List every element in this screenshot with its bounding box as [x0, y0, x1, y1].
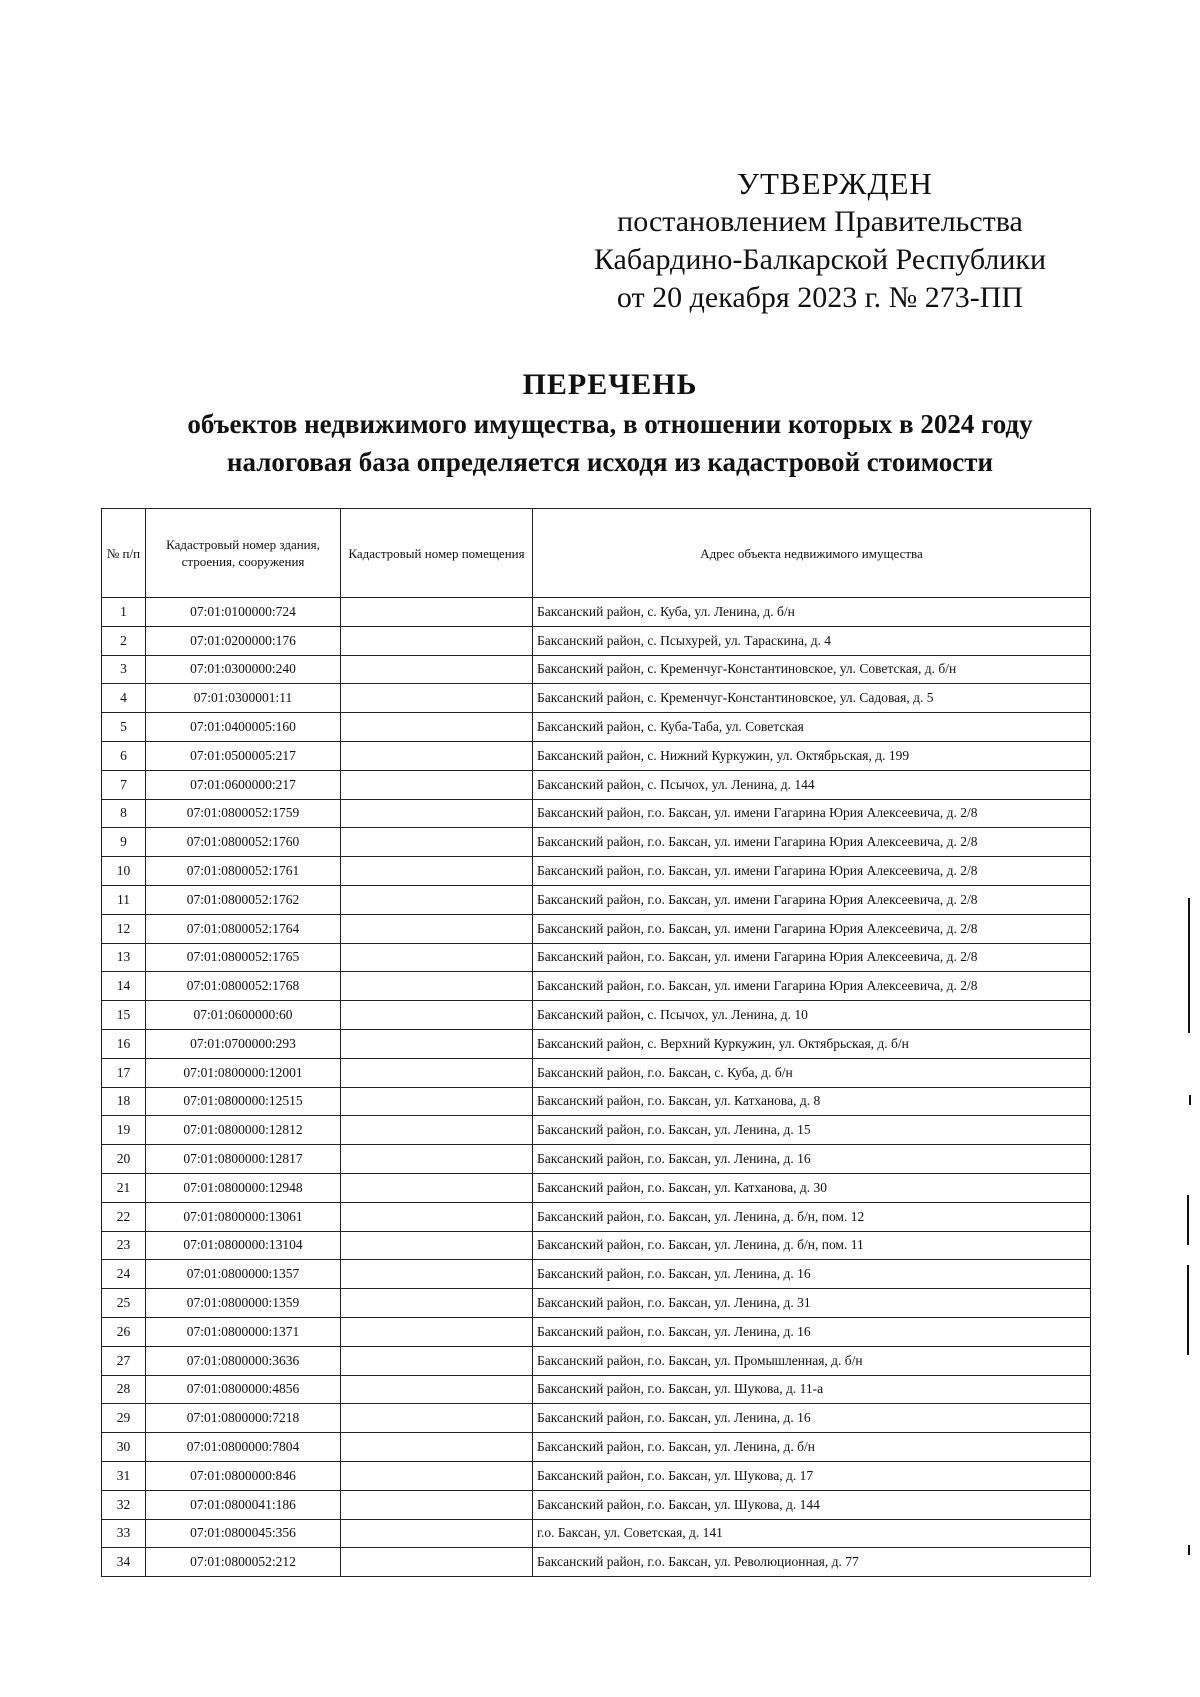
- building-cadastral-cell: 07:01:0800041:186: [146, 1490, 341, 1519]
- room-cadastral-cell: [341, 1231, 533, 1260]
- building-cadastral-cell: 07:01:0800000:3636: [146, 1346, 341, 1375]
- approval-line-2: Кабардино-Балкарской Республики: [593, 243, 1047, 276]
- address-cell: Баксанский район, г.о. Баксан, ул. Ленина, д. б/н: [533, 1433, 1091, 1462]
- address-cell: Баксанский район, г.о. Баксан, ул. Ленина, д. 31: [533, 1289, 1091, 1318]
- building-cadastral-cell: 07:01:0300001:11: [146, 684, 341, 713]
- room-cadastral-cell: [341, 655, 533, 684]
- address-cell: Баксанский район, г.о. Баксан, ул. Шукова, д. 11-а: [533, 1375, 1091, 1404]
- table-row: [102, 828, 1091, 857]
- row-number: 34: [102, 1548, 146, 1577]
- row-number: 5: [102, 713, 146, 742]
- address-cell: Баксанский район, с. Кременчуг-Константиновское, ул. Советская, д. б/н: [533, 655, 1091, 684]
- row-number: 6: [102, 741, 146, 770]
- building-cadastral-cell: 07:01:0800045:356: [146, 1519, 341, 1548]
- table-row: [102, 914, 1091, 943]
- room-cadastral-cell: [341, 741, 533, 770]
- row-number: 19: [102, 1116, 146, 1145]
- row-number: 2: [102, 626, 146, 655]
- row-number: 11: [102, 885, 146, 914]
- row-number: 15: [102, 1001, 146, 1030]
- table-row: [102, 1317, 1091, 1346]
- row-number: 18: [102, 1087, 146, 1116]
- room-cadastral-cell: [341, 1289, 533, 1318]
- scan-artifact-mark: [1187, 1195, 1189, 1245]
- table-row: [102, 1058, 1091, 1087]
- building-cadastral-cell: 07:01:0800052:212: [146, 1548, 341, 1577]
- table-row: [102, 799, 1091, 828]
- room-cadastral-cell: [341, 885, 533, 914]
- approval-line-1: постановлением Правительства: [617, 205, 1023, 238]
- table-row: [102, 1087, 1091, 1116]
- address-cell: Баксанский район, г.о. Баксан, ул. Шукова, д. 17: [533, 1461, 1091, 1490]
- building-cadastral-cell: 07:01:0800052:1759: [146, 799, 341, 828]
- building-cadastral-cell: 07:01:0800000:1359: [146, 1289, 341, 1318]
- room-cadastral-cell: [341, 1116, 533, 1145]
- header-number: № п/п: [102, 509, 146, 598]
- row-number: 26: [102, 1317, 146, 1346]
- scan-artifact-mark: [1187, 1265, 1189, 1355]
- building-cadastral-cell: 07:01:0800052:1761: [146, 857, 341, 886]
- table-row: [102, 1116, 1091, 1145]
- building-cadastral-cell: 07:01:0400005:160: [146, 713, 341, 742]
- property-register-table: [101, 508, 1091, 1577]
- address-cell: Баксанский район, г.о. Баксан, ул. Шукова, д. 144: [533, 1490, 1091, 1519]
- building-cadastral-cell: 07:01:0500005:217: [146, 741, 341, 770]
- address-cell: Баксанский район, г.о. Баксан, ул. Катханова, д. 30: [533, 1173, 1091, 1202]
- approval-line-3: от 20 декабря 2023 г. № 273-ПП: [616, 281, 1024, 314]
- row-number: 24: [102, 1260, 146, 1289]
- address-cell: Баксанский район, г.о. Баксан, ул. Катханова, д. 8: [533, 1087, 1091, 1116]
- table-header-row: [102, 509, 1091, 598]
- table-row: [102, 1490, 1091, 1519]
- building-cadastral-cell: 07:01:0700000:293: [146, 1029, 341, 1058]
- address-cell: Баксанский район, г.о. Баксан, ул. имени Гагарина Юрия Алексеевича, д. 2/8: [533, 914, 1091, 943]
- row-number: 10: [102, 857, 146, 886]
- address-cell: Баксанский район, г.о. Баксан, ул. Ленина, д. 15: [533, 1116, 1091, 1145]
- row-number: 16: [102, 1029, 146, 1058]
- table-row: [102, 1346, 1091, 1375]
- table-row: [102, 770, 1091, 799]
- room-cadastral-cell: [341, 1375, 533, 1404]
- table-row: [102, 598, 1091, 627]
- address-cell: г.о. Баксан, ул. Советская, д. 141: [533, 1519, 1091, 1548]
- table-row: [102, 1404, 1091, 1433]
- row-number: 12: [102, 914, 146, 943]
- room-cadastral-cell: [341, 684, 533, 713]
- room-cadastral-cell: [341, 1519, 533, 1548]
- row-number: 7: [102, 770, 146, 799]
- room-cadastral-cell: [341, 1404, 533, 1433]
- address-cell: Баксанский район, с. Псыхурей, ул. Тараскина, д. 4: [533, 626, 1091, 655]
- building-cadastral-cell: 07:01:0800000:12001: [146, 1058, 341, 1087]
- row-number: 14: [102, 972, 146, 1001]
- address-cell: Баксанский район, с. Верхний Куркужин, ул. Октябрьская, д. б/н: [533, 1029, 1091, 1058]
- address-cell: Баксанский район, г.о. Баксан, ул. имени Гагарина Юрия Алексеевича, д. 2/8: [533, 885, 1091, 914]
- building-cadastral-cell: 07:01:0800000:7218: [146, 1404, 341, 1433]
- table-row: [102, 885, 1091, 914]
- address-cell: Баксанский район, г.о. Баксан, ул. имени Гагарина Юрия Алексеевича, д. 2/8: [533, 799, 1091, 828]
- room-cadastral-cell: [341, 914, 533, 943]
- room-cadastral-cell: [341, 1001, 533, 1030]
- address-cell: Баксанский район, г.о. Баксан, с. Куба, д. б/н: [533, 1058, 1091, 1087]
- building-cadastral-cell: 07:01:0800000:7804: [146, 1433, 341, 1462]
- room-cadastral-cell: [341, 626, 533, 655]
- table-row: [102, 1519, 1091, 1548]
- table-row: [102, 626, 1091, 655]
- row-number: 23: [102, 1231, 146, 1260]
- table-row: [102, 1375, 1091, 1404]
- room-cadastral-cell: [341, 943, 533, 972]
- row-number: 30: [102, 1433, 146, 1462]
- address-cell: Баксанский район, г.о. Баксан, ул. Промышленная, д. б/н: [533, 1346, 1091, 1375]
- room-cadastral-cell: [341, 713, 533, 742]
- header-room-cadastral: Кадастровый номер помещения: [341, 509, 533, 598]
- room-cadastral-cell: [341, 972, 533, 1001]
- row-number: 29: [102, 1404, 146, 1433]
- room-cadastral-cell: [341, 1029, 533, 1058]
- building-cadastral-cell: 07:01:0800052:1765: [146, 943, 341, 972]
- address-cell: Баксанский район, г.о. Баксан, ул. Ленина, д. 16: [533, 1404, 1091, 1433]
- room-cadastral-cell: [341, 1173, 533, 1202]
- address-cell: Баксанский район, с. Кременчуг-Константиновское, ул. Садовая, д. 5: [533, 684, 1091, 713]
- address-cell: Баксанский район, г.о. Баксан, ул. Ленина, д. 16: [533, 1145, 1091, 1174]
- room-cadastral-cell: [341, 1260, 533, 1289]
- table-row: [102, 857, 1091, 886]
- row-number: 28: [102, 1375, 146, 1404]
- room-cadastral-cell: [341, 1461, 533, 1490]
- building-cadastral-cell: 07:01:0800052:1764: [146, 914, 341, 943]
- building-cadastral-cell: 07:01:0800052:1768: [146, 972, 341, 1001]
- building-cadastral-cell: 07:01:0600000:60: [146, 1001, 341, 1030]
- document-title-main: ПЕРЕЧЕНЬ: [522, 368, 698, 401]
- room-cadastral-cell: [341, 770, 533, 799]
- scan-artifact-mark: [1188, 898, 1190, 1033]
- row-number: 4: [102, 684, 146, 713]
- building-cadastral-cell: 07:01:0800000:1357: [146, 1260, 341, 1289]
- room-cadastral-cell: [341, 799, 533, 828]
- table-row: [102, 1029, 1091, 1058]
- room-cadastral-cell: [341, 1058, 533, 1087]
- room-cadastral-cell: [341, 1433, 533, 1462]
- room-cadastral-cell: [341, 1346, 533, 1375]
- address-cell: Баксанский район, с. Нижний Куркужин, ул. Октябрьская, д. 199: [533, 741, 1091, 770]
- building-cadastral-cell: 07:01:0800052:1762: [146, 885, 341, 914]
- building-cadastral-cell: 07:01:0200000:176: [146, 626, 341, 655]
- address-cell: Баксанский район, г.о. Баксан, ул. Революционная, д. 77: [533, 1548, 1091, 1577]
- table-row: [102, 1260, 1091, 1289]
- table-row: [102, 1433, 1091, 1462]
- row-number: 13: [102, 943, 146, 972]
- table-body: [102, 598, 1091, 1577]
- row-number: 9: [102, 828, 146, 857]
- address-cell: Баксанский район, с. Псычох, ул. Ленина, д. 144: [533, 770, 1091, 799]
- building-cadastral-cell: 07:01:0800000:12817: [146, 1145, 341, 1174]
- row-number: 33: [102, 1519, 146, 1548]
- address-cell: Баксанский район, г.о. Баксан, ул. Ленина, д. 16: [533, 1260, 1091, 1289]
- building-cadastral-cell: 07:01:0300000:240: [146, 655, 341, 684]
- address-cell: Баксанский район, с. Куба-Таба, ул. Советская: [533, 713, 1091, 742]
- table-row: [102, 1231, 1091, 1260]
- header-address: Адрес объекта недвижимого имущества: [533, 509, 1091, 598]
- document-title-line-2: объектов недвижимого имущества, в отношении которых в 2024 году: [187, 409, 1033, 439]
- scan-artifact-mark: [1188, 1545, 1190, 1555]
- building-cadastral-cell: 07:01:0800000:12812: [146, 1116, 341, 1145]
- address-cell: Баксанский район, г.о. Баксан, ул. имени Гагарина Юрия Алексеевича, д. 2/8: [533, 972, 1091, 1001]
- building-cadastral-cell: 07:01:0100000:724: [146, 598, 341, 627]
- table-row: [102, 1145, 1091, 1174]
- row-number: 20: [102, 1145, 146, 1174]
- address-cell: Баксанский район, г.о. Баксан, ул. имени Гагарина Юрия Алексеевича, д. 2/8: [533, 857, 1091, 886]
- approval-stamp: [560, 165, 1080, 317]
- row-number: 17: [102, 1058, 146, 1087]
- table-row: [102, 713, 1091, 742]
- table-row: [102, 655, 1091, 684]
- address-cell: Баксанский район, с. Куба, ул. Ленина, д. б/н: [533, 598, 1091, 627]
- row-number: 21: [102, 1173, 146, 1202]
- row-number: 8: [102, 799, 146, 828]
- row-number: 1: [102, 598, 146, 627]
- table-row: [102, 1001, 1091, 1030]
- building-cadastral-cell: 07:01:0800000:13061: [146, 1202, 341, 1231]
- document-title-line-3: налоговая база определяется исходя из кадастровой стоимости: [226, 447, 994, 477]
- building-cadastral-cell: 07:01:0600000:217: [146, 770, 341, 799]
- building-cadastral-cell: 07:01:0800000:13104: [146, 1231, 341, 1260]
- table-row: [102, 1289, 1091, 1318]
- building-cadastral-cell: 07:01:0800052:1760: [146, 828, 341, 857]
- building-cadastral-cell: 07:01:0800000:12515: [146, 1087, 341, 1116]
- room-cadastral-cell: [341, 1490, 533, 1519]
- table-row: [102, 943, 1091, 972]
- approval-title: УТВЕРЖДЕН: [737, 166, 933, 201]
- table-row: [102, 741, 1091, 770]
- room-cadastral-cell: [341, 828, 533, 857]
- address-cell: Баксанский район, г.о. Баксан, ул. имени Гагарина Юрия Алексеевича, д. 2/8: [533, 943, 1091, 972]
- address-cell: Баксанский район, г.о. Баксан, ул. Ленина, д. б/н, пом. 11: [533, 1231, 1091, 1260]
- table-row: [102, 684, 1091, 713]
- room-cadastral-cell: [341, 1145, 533, 1174]
- table-row: [102, 1173, 1091, 1202]
- room-cadastral-cell: [341, 1202, 533, 1231]
- document-title: [120, 365, 1100, 481]
- header-building-cadastral: Кадастровый номер здания, строения, сооружения: [146, 509, 341, 598]
- room-cadastral-cell: [341, 1548, 533, 1577]
- building-cadastral-cell: 07:01:0800000:846: [146, 1461, 341, 1490]
- room-cadastral-cell: [341, 857, 533, 886]
- address-cell: Баксанский район, г.о. Баксан, ул. имени Гагарина Юрия Алексеевича, д. 2/8: [533, 828, 1091, 857]
- table-row: [102, 1461, 1091, 1490]
- table-row: [102, 1548, 1091, 1577]
- address-cell: Баксанский район, г.о. Баксан, ул. Ленина, д. 16: [533, 1317, 1091, 1346]
- address-cell: Баксанский район, с. Псычох, ул. Ленина, д. 10: [533, 1001, 1091, 1030]
- row-number: 32: [102, 1490, 146, 1519]
- room-cadastral-cell: [341, 1317, 533, 1346]
- table-row: [102, 972, 1091, 1001]
- scan-artifact-mark: [1189, 1095, 1191, 1105]
- row-number: 31: [102, 1461, 146, 1490]
- table-row: [102, 1202, 1091, 1231]
- building-cadastral-cell: 07:01:0800000:4856: [146, 1375, 341, 1404]
- address-cell: Баксанский район, г.о. Баксан, ул. Ленина, д. б/н, пом. 12: [533, 1202, 1091, 1231]
- row-number: 25: [102, 1289, 146, 1318]
- row-number: 3: [102, 655, 146, 684]
- row-number: 27: [102, 1346, 146, 1375]
- row-number: 22: [102, 1202, 146, 1231]
- building-cadastral-cell: 07:01:0800000:1371: [146, 1317, 341, 1346]
- room-cadastral-cell: [341, 1087, 533, 1116]
- room-cadastral-cell: [341, 598, 533, 627]
- building-cadastral-cell: 07:01:0800000:12948: [146, 1173, 341, 1202]
